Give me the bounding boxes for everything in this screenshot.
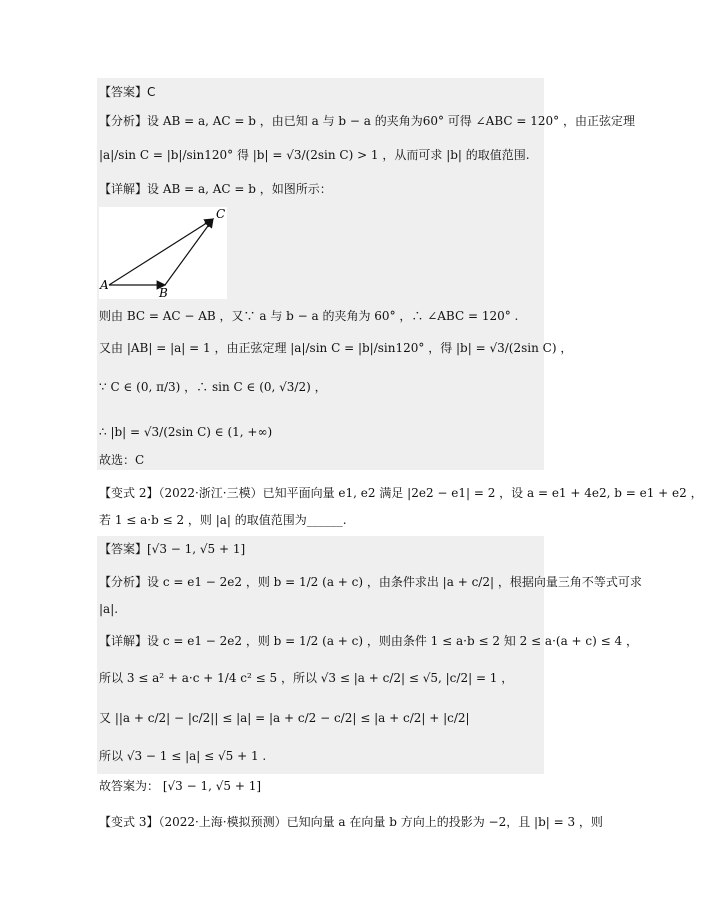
detail-line: 【详解】设 AB = a, AC = b ，如图所示： [99, 182, 332, 196]
variant-2-question-2: 若 1 ≤ a·b ≤ 2 ，则 |a| 的取值范围为______. [99, 513, 347, 527]
variant-2-question: 【变式 2】（2022·浙江·三模）已知平面向量 e1, e2 满足 |2e2 − e1| = 2 ，设 a = e1 + 4e2, b = e1 + e2 ， [99, 486, 703, 500]
label-C: C [216, 207, 226, 221]
detail-line-6: 【详解】设 c = e1 − 2e2 ，则 b = 1/2 (a + c) ，则由条件 1 ≤ a·b ≤ 2 知 2 ≤ a·(a + c) ≤ 4 ， [99, 634, 638, 648]
label-A: A [100, 278, 109, 292]
select-line: 故选：C [99, 453, 145, 467]
triangle-diagram [99, 207, 227, 299]
vector-triangle-figure [99, 207, 227, 299]
detail-line-2: 则由 BC = AC − AB ，又∵ a 与 b − a 的夹角为 60° ，∴ ∠ABC = 120° . [99, 309, 519, 323]
detail-line-4: ∵ C ∈ (0, π/3) ，∴ sin C ∈ (0, √3/2) ， [99, 380, 327, 394]
solution-block-2 [97, 536, 544, 774]
analysis-line-3: 【分析】设 c = e1 − 2e2 ，则 b = 1/2 (a + c) ，由条件求出 |a + c/2| ，根据向量三角不等式可求 [99, 575, 642, 589]
detail-line-3: 又由 |AB| = |a| = 1 ，由正弦定理 |a|/sin C = |b|/sin120° ，得 |b| = √3/(2sin C) ， [99, 341, 573, 355]
analysis-line-4: |a|. [99, 602, 119, 616]
vector-AC [109, 219, 213, 285]
detail-line-5: ∴ |b| = √3/(2sin C) ∈ (1, +∞) [99, 425, 273, 439]
detail-line-9: 所以 √3 − 1 ≤ |a| ≤ √5 + 1 . [99, 749, 267, 763]
vector-BC [165, 219, 213, 285]
answer-line-2: 【答案】[√3 − 1, √5 + 1] [99, 542, 246, 556]
answer-line: 【答案】C [99, 85, 156, 99]
detail-line-7: 所以 3 ≤ a² + a·c + 1/4 c² ≤ 5 ，所以 √3 ≤ |a + c/2| ≤ √5, |c/2| = 1 ， [99, 671, 514, 685]
final-answer-line: 故答案为： [√3 − 1, √5 + 1] [99, 779, 262, 793]
variant-3-question: 【变式 3】（2022·上海·模拟预测）已知向量 a 在向量 b 方向上的投影为 −2，且 |b| = 3 ，则 [99, 815, 603, 829]
analysis-line-2: |a|/sin C = |b|/sin120° 得 |b| = √3/(2sin C) > 1 ，从而可求 |b| 的取值范围. [99, 148, 530, 162]
analysis-line: 【分析】设 AB = a, AC = b ，由已知 a 与 b − a 的夹角为60° 可得 ∠ABC = 120° ，由正弦定理 [99, 114, 635, 128]
label-B: B [159, 286, 168, 300]
detail-line-8: 又 ||a + c/2| − |c/2|| ≤ |a| = |a + c/2 − c/2| ≤ |a + c/2| + |c/2| [99, 711, 470, 725]
